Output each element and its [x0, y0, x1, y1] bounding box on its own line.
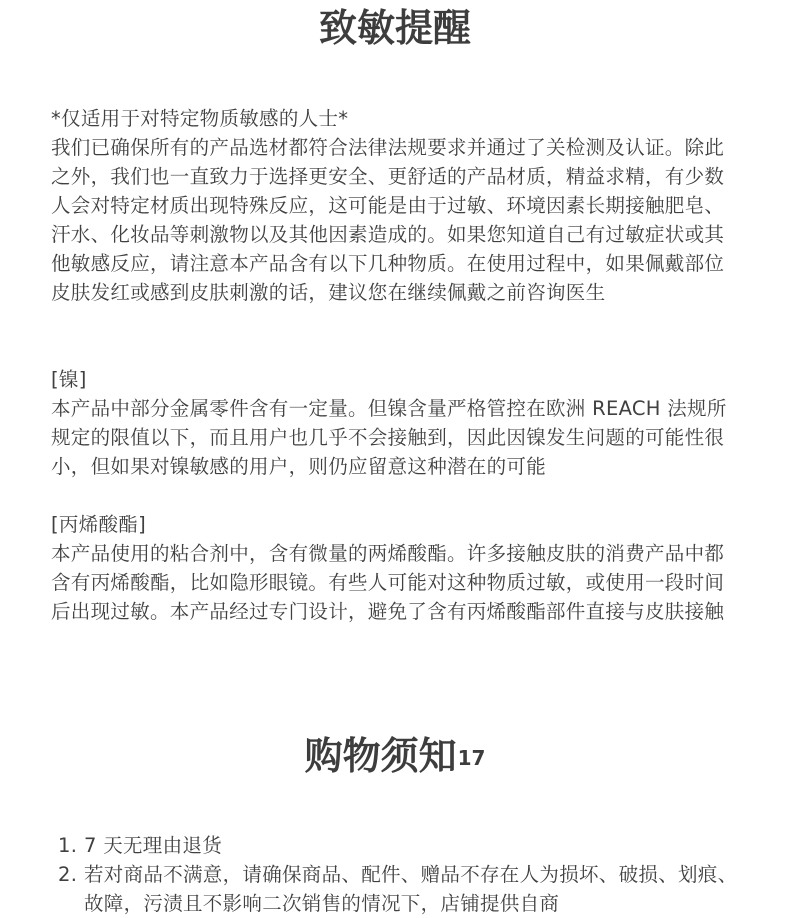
list-item-text: 若对商品不满意，请确保商品、配件、赠品不存在人为损坏、破损、划痕、故障，污渍且不影响二次销售的情况下，店铺提供自商: [84, 863, 738, 915]
acrylate-heading: [丙烯酸酯]: [51, 513, 147, 536]
allergy-intro-text: 我们已确保所有的产品选材都符合法律法规要求并通过了关检测及认证。除此之外，我们也一直致力于选择更安全、更舒适的产品材质，精益求精，有少数人会对特定材质出现特殊反应，这可能是由于过敏、环境因素长期接触肥皂、汗水、化妆品等刺激物以及其他因素造成的。如果您知道自己有过敏症状或其他敏感反应，请注意本产品含有以下几种物质。在使用过程中，如果佩戴部位皮肤发红或感到皮肤刺激的话，建议您在继续佩戴之前咨询医生: [51, 136, 725, 304]
allergy-note: *仅适用于对特定物质敏感的人士*: [51, 107, 349, 130]
acrylate-section: [51, 510, 741, 626]
shopping-notice-list: [58, 831, 738, 918]
list-item: [58, 831, 738, 860]
list-item-number: 2.: [58, 863, 78, 886]
acrylate-text: 本产品使用的粘合剂中，含有微量的两烯酸酯。许多接触皮肤的消费产品中都含有丙烯酸酯，比如隐形眼镜。有些人可能对这种物质过敏，或使用一段时间后出现过敏。本产品经过专门设计，避免了含有丙烯酸酯部件直接与皮肤接触: [51, 542, 725, 623]
nickel-text: 本产品中部分金属零件含有一定量。但镍含量严格管控在欧洲 REACH 法规所规定的限值以下，而且用户也几乎不会接触到，因此因镍发生问题的可能性很小，但如果对镍敏感的用户，则仍应留意这种潜在的可能: [51, 397, 727, 478]
shopping-title: [0, 734, 790, 778]
list-item-number: 1.: [58, 834, 78, 857]
allergy-title: 致敏提醒: [318, 6, 471, 50]
shopping-title-text: 购物须知: [304, 734, 457, 778]
nickel-section: [51, 365, 741, 481]
list-item-text: 7 天无理由退货: [84, 834, 223, 857]
shopping-title-footnote: 17: [457, 746, 486, 770]
allergy-intro-section: [51, 104, 741, 307]
list-item: [58, 860, 738, 918]
nickel-heading: [镍]: [51, 368, 87, 391]
